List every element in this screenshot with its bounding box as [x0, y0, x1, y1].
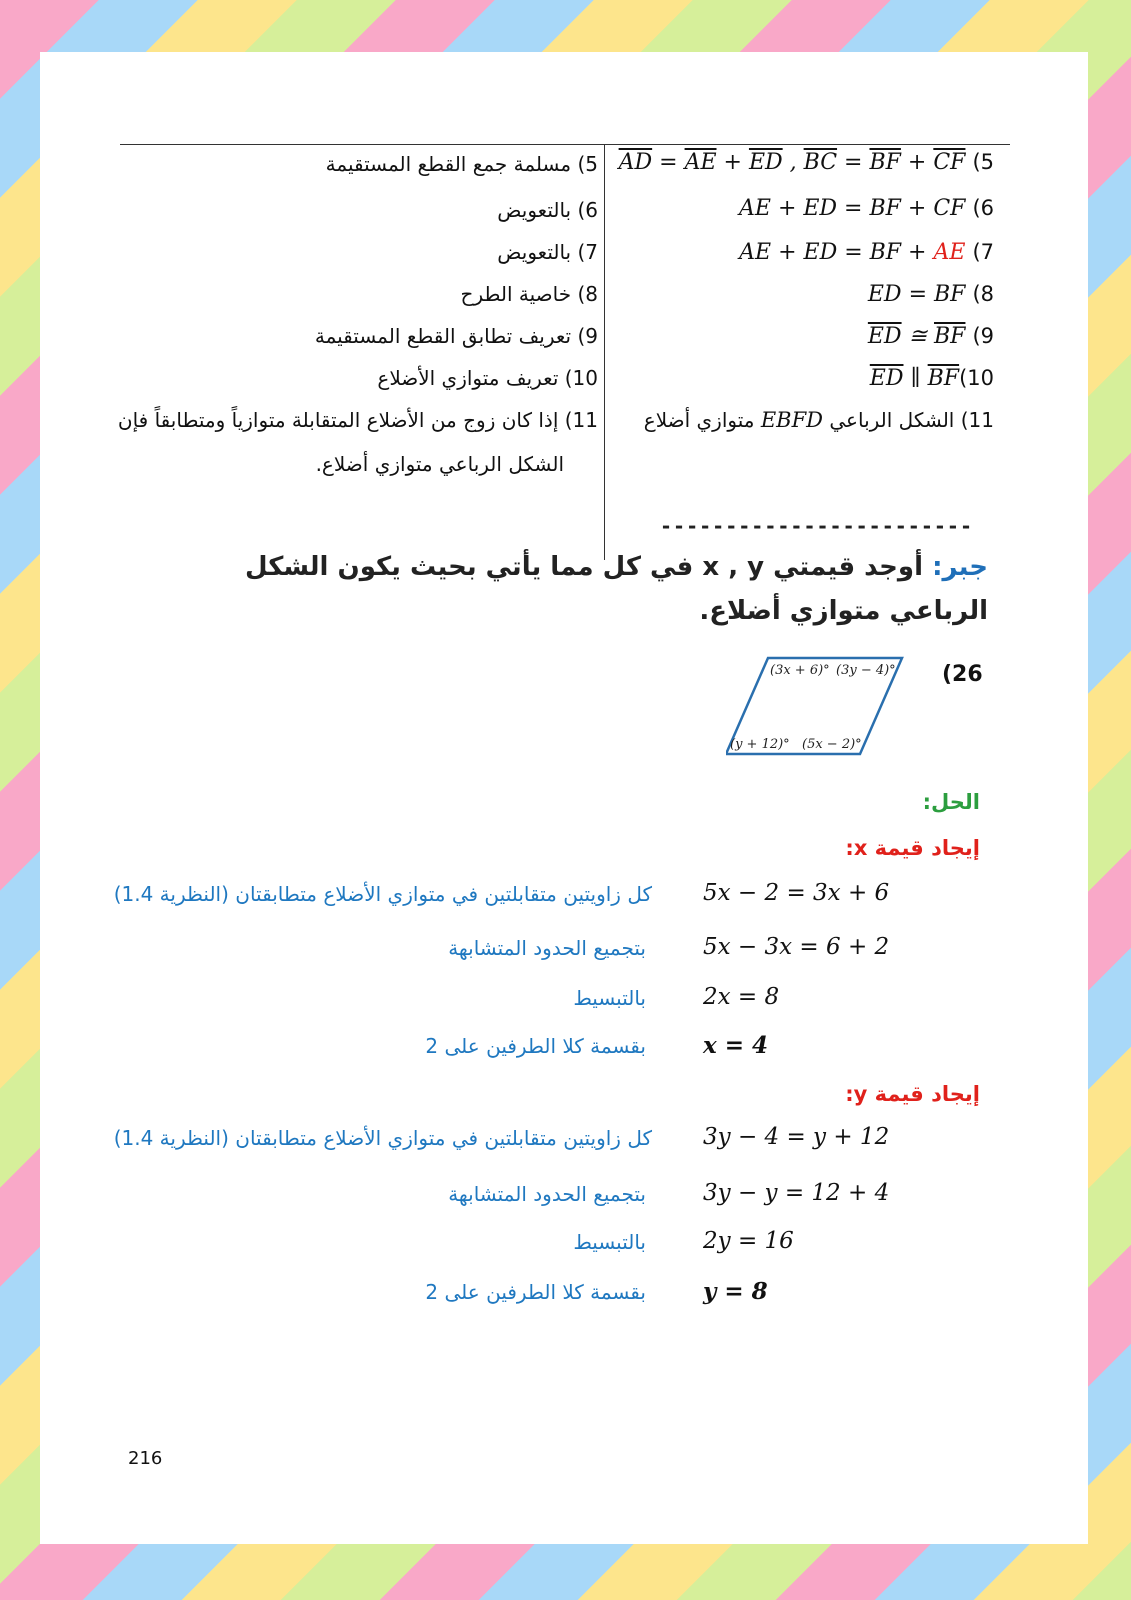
reason-6: 6) بالتعويض: [497, 198, 598, 222]
x-step-3-equation: 2x = 8: [703, 984, 780, 1010]
y-step-3-equation: 2y = 16: [703, 1228, 794, 1254]
angle-label-bottom-left: (y + 12)°: [730, 737, 790, 752]
x-step-4-equation: x = 4: [703, 1032, 769, 1059]
angle-label-top-right: (3y − 4)°: [836, 663, 896, 678]
page-number: 216: [128, 1448, 163, 1469]
y-step-2-reason: بتجميع الحدود المتشابهة: [448, 1182, 646, 1206]
y-step-2-equation: 3y − y = 12 + 4: [703, 1180, 890, 1206]
proof-table-divider: [604, 144, 605, 560]
reason-7: 7) بالتعويض: [497, 240, 598, 264]
x-step-1-reason: كل زاويتين متقابلتين في متوازي الأضلاع متطابقتان (النظرية 1.4): [113, 882, 652, 906]
y-step-1-equation: 3y − 4 = y + 12: [703, 1124, 890, 1150]
proof-table-top-line: [120, 144, 1010, 145]
statement-11: 11) الشكل الرباعي EBFD متوازي أضلاع: [643, 408, 994, 432]
reason-10: 10) تعريف متوازي الأضلاع: [377, 366, 598, 390]
y-step-3-reason: بالتبسيط: [573, 1230, 646, 1254]
statement-9: $\overline{ED}$ ≅ $\overline{BF}$ (9: [867, 324, 994, 349]
reason-8: 8) خاصية الطرح: [460, 282, 598, 306]
x-step-2-reason: بتجميع الحدود المتشابهة: [448, 936, 646, 960]
angle-label-bottom-right: (5x − 2)°: [802, 737, 862, 752]
statement-5: $\overline{AD} = \overline{AE} + \overline{ED}$ , $\overline{BC} = \overline{BF} + \overline{CF}$ (5: [618, 150, 994, 175]
y-step-4-equation: y = 8: [703, 1278, 768, 1305]
reason-5: 5) مسلمة جمع القطع المستقيمة: [325, 152, 598, 176]
x-step-2-equation: 5x − 3x = 6 + 2: [703, 934, 890, 960]
reason-11-cont: الشكل الرباعي متوازي أضلاع.: [315, 452, 564, 476]
question-line-2: الرباعي متوازي أضلاع.: [699, 596, 988, 626]
statement-10: $\overline{ED}$ ∥ $\overline{BF}(10$: [869, 366, 994, 391]
statement-6: AE + ED = BF + CF (6: [739, 196, 994, 221]
reason-11: 11) إذا كان زوج من الأضلاع المتقابلة متوازياً ومتطابقاً فإن: [117, 408, 598, 432]
statement-8: ED = BF (8: [867, 282, 994, 307]
y-step-4-reason: بقسمة كلا الطرفين على 2: [425, 1280, 646, 1304]
angle-label-top-left: (3x + 6)°: [770, 663, 830, 678]
question-label: جبر:: [932, 552, 988, 582]
parallelogram-figure: [726, 656, 916, 764]
section-divider: ------------------------: [660, 514, 973, 538]
question-number: (26: [942, 662, 983, 687]
x-step-4-reason: بقسمة كلا الطرفين على 2: [425, 1034, 646, 1058]
question-line-1: جبر: أوجد قيمتي x , y في كل مما يأتي بحيث يكون الشكل: [245, 552, 988, 582]
x-step-1-equation: 5x − 2 = 3x + 6: [703, 880, 890, 906]
x-step-3-reason: بالتبسيط: [573, 986, 646, 1010]
page: [40, 52, 1088, 1544]
x-header: إيجاد قيمة x:: [845, 836, 980, 860]
reason-9: 9) تعريف تطابق القطع المستقيمة: [314, 324, 598, 348]
solution-title: الحل:: [922, 790, 980, 814]
statement-7: AE + ED = BF + AE (7: [739, 240, 994, 265]
y-header: إيجاد قيمة y:: [845, 1082, 980, 1106]
y-step-1-reason: كل زاويتين متقابلتين في متوازي الأضلاع متطابقتان (النظرية 1.4): [113, 1126, 652, 1150]
